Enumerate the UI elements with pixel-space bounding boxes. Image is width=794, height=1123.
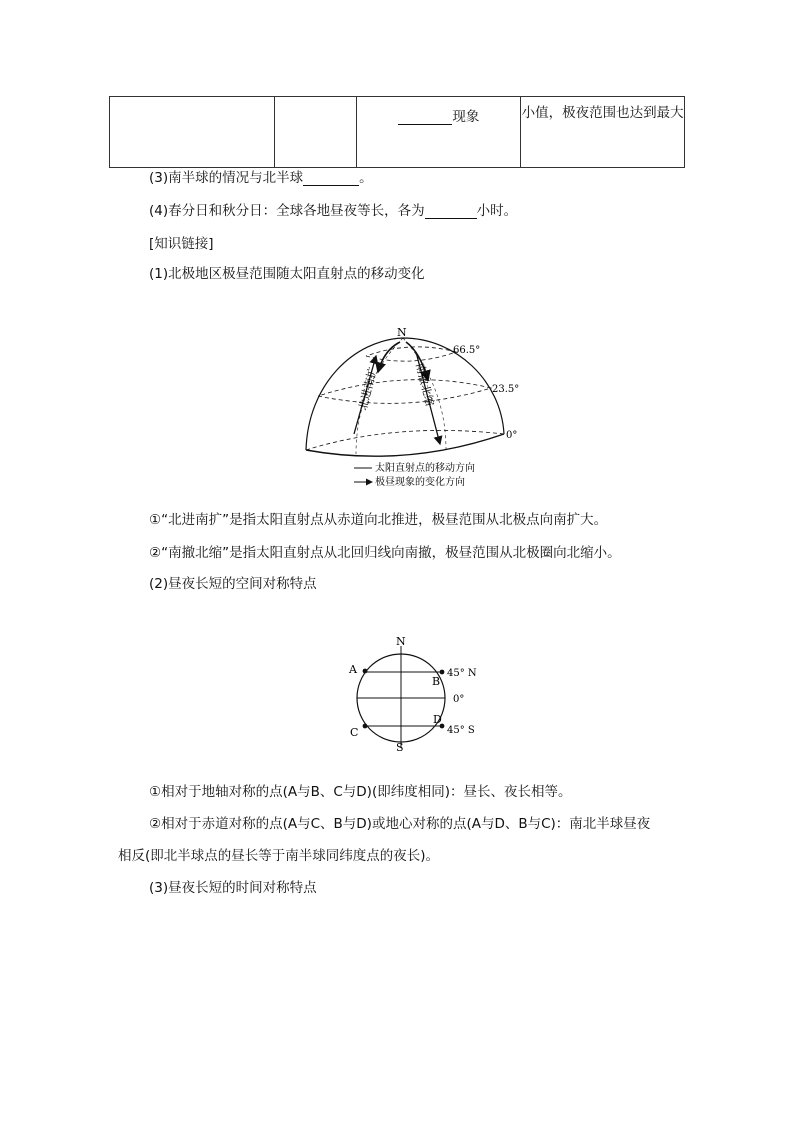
cell-text: 现象 xyxy=(452,109,480,125)
label-d: D xyxy=(433,713,442,726)
equator-front xyxy=(306,434,504,456)
arctic-circle-line xyxy=(366,347,456,361)
label-0: 0° xyxy=(453,694,465,705)
table-row xyxy=(110,97,685,168)
arrow-label-north-advance: 北进南扩 xyxy=(356,365,380,412)
point-south-retreat: ②“南撤北缩”是指太阳直射点从北回归线向南撤，极昼范围从北极圈向北缩小。 xyxy=(149,545,621,561)
tropic-of-cancer-line xyxy=(318,380,491,404)
point-b xyxy=(440,670,445,675)
point-a xyxy=(363,669,368,674)
label-a: A xyxy=(349,663,357,676)
north-label: N xyxy=(396,636,406,648)
table-cell-polar-night: 小值，极夜范围也达到最大 xyxy=(521,97,685,168)
label-45s: 45° S xyxy=(447,725,475,736)
knowledge-link-heading: [知识链接] xyxy=(149,236,214,252)
legend-solar-movement: 太阳直射点的移动方向 xyxy=(375,463,475,474)
south-label: S xyxy=(396,741,404,754)
polar-day-hemisphere-diagram xyxy=(296,326,536,492)
question-3: (3)南半球的情况与北半球 。 xyxy=(149,170,373,186)
section-1-heading: (1)北极地区极昼范围随太阳直射点的移动变化 xyxy=(149,266,425,282)
table-cell-empty-1 xyxy=(110,97,275,168)
arrow-label-south-retreat: 南撤北缩 xyxy=(413,361,437,408)
day-night-symmetry-diagram xyxy=(340,636,490,754)
symmetry-axis-point: ①相对于地轴对称的点(A与B、C与D)(即纬度相同)：昼长、夜长相等。 xyxy=(149,784,572,800)
label-0-deg: 0° xyxy=(506,430,518,441)
label-b: B xyxy=(432,675,441,688)
point-c xyxy=(363,724,368,729)
label-45n: 45° N xyxy=(447,668,477,679)
north-pole-label: N xyxy=(397,326,407,339)
equator-back xyxy=(306,430,504,450)
fill-in-blank xyxy=(303,185,359,186)
question-4: (4)春分日和秋分日：全球各地昼夜等长，各为 小时。 xyxy=(149,203,518,219)
point-north-advance: ①“北进南扩”是指太阳直射点从赤道向北推进，极昼范围从北极点向南扩大。 xyxy=(149,512,608,528)
legend-polar-day-change: 极昼现象的变化方向 xyxy=(375,477,465,488)
label-66-5: 66.5° xyxy=(453,345,481,356)
fill-in-blank xyxy=(398,124,452,125)
table-cell-phenomenon xyxy=(357,97,521,168)
section-3-heading: (3)昼夜长短的时间对称特点 xyxy=(149,880,317,896)
label-c: C xyxy=(350,726,359,739)
section-2-heading: (2)昼夜长短的空间对称特点 xyxy=(149,576,317,592)
phenomena-table xyxy=(109,96,685,168)
label-23-5: 23.5° xyxy=(492,384,520,395)
symmetry-equator-point-line2: 相反(即北半球点的昼长等于南半球同纬度点的夜长)。 xyxy=(118,848,440,864)
table-cell-empty-2 xyxy=(274,97,357,168)
fill-in-blank xyxy=(425,218,477,219)
symmetry-equator-point-line1: ②相对于赤道对称的点(A与C、B与D)或地心对称的点(A与D、B与C)：南北半球昼夜 xyxy=(149,816,651,832)
